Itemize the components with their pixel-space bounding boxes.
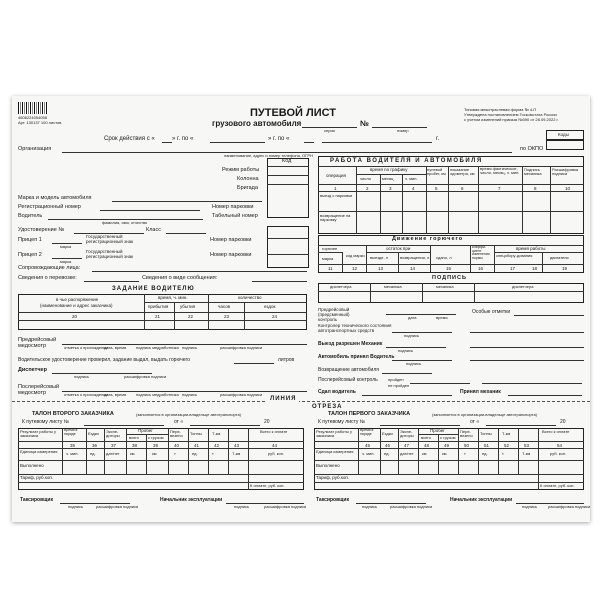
fuel-num-16: 16: [478, 266, 484, 271]
coupon2-total: Всего к оплате: [260, 429, 288, 434]
task-num-23: 23: [224, 314, 230, 319]
coupon1-tkm: Т-км: [502, 431, 511, 436]
coupon1-exped: Экспе-диторы: [400, 429, 414, 439]
task-col-departure: убытия: [180, 304, 196, 309]
coupon1-rub: руб. коп.: [550, 451, 567, 456]
class-label: Класс: [146, 227, 161, 233]
coupon2-head: Начальник эксплуатации: [160, 497, 223, 503]
task-num-24: 24: [272, 314, 278, 319]
coupon2-run: Пробег: [138, 428, 153, 433]
column-label: Колонна: [237, 176, 259, 182]
coupon2-from: от «: [174, 419, 184, 425]
posttrip-decode: расшифровка подписи: [220, 392, 263, 397]
form-line-1: Типовая межотраслевая форма № 4-П: [464, 107, 537, 112]
posttrip-datetime: дата, время: [104, 392, 127, 397]
coupon1-km2: км: [442, 451, 447, 456]
handed-label: Сдал водитель: [318, 389, 356, 395]
number-sign: №: [360, 119, 369, 128]
coupon1-unit: Единица измерения: [316, 449, 354, 454]
page-title: ПУТЕВОЙ ЛИСТ: [250, 107, 337, 119]
validity-label: Срок действия с «: [104, 136, 155, 142]
work-col-num: число: [360, 176, 371, 181]
work-col-operation: операция: [326, 173, 346, 178]
coupon2-tons: Тонны: [190, 431, 202, 436]
work-num-7: 7: [498, 186, 501, 191]
coupon2-to-list: К путевому листу №: [22, 419, 70, 425]
c2-num-43: 43: [234, 443, 240, 448]
coupon1-head-decode: расшифровка подписи: [548, 504, 591, 509]
license-label: Удостоверение №: [18, 227, 65, 233]
work-row-out: выезд с парковки: [320, 193, 353, 198]
coupon1-pay: К оплате, руб. коп.: [540, 483, 575, 488]
coupon2-done: Выполнено: [20, 463, 44, 468]
coupon2-transported: Пере-везено: [170, 429, 183, 439]
signs-mech: механика: [384, 284, 402, 289]
trailer-code-table: [267, 226, 309, 268]
pretrip-med-sign: подпись медработника: [136, 345, 179, 350]
coupon2-tkm2: Т-км: [232, 451, 241, 456]
pretrip-med-label: Предрейсовый медосмотр: [18, 337, 57, 350]
work-num-5: 5: [435, 186, 438, 191]
work-col-sched: время по графику: [370, 167, 408, 172]
fuel-num-17: 17: [510, 266, 516, 271]
task-col-disp: в чье распоряжение: [56, 297, 99, 302]
brand-label: Марка и модель автомобиля: [18, 195, 92, 201]
park-number-label: Номер парковки: [212, 204, 254, 210]
trailer2-label: Прицеп 2: [18, 252, 42, 258]
posttrip-med-sign: подпись медработника: [136, 392, 179, 397]
coupon1-t2: т: [502, 451, 504, 456]
posttrip-med-label: Послерейсовый медосмотр: [18, 384, 60, 397]
dispatcher-decode: расшифровка подписи: [124, 374, 167, 379]
series-label: серия: [324, 128, 335, 133]
task-col-arrival: прибытия: [148, 304, 169, 309]
work-col-odometer: показание одометра, км: [450, 167, 475, 177]
coupon1-tons: Тонны: [480, 431, 492, 436]
coupon1-ed2: ед.: [482, 451, 488, 456]
posttrip-sign: подпись: [182, 392, 198, 397]
pretrip-decode: расшифровка подписи: [220, 345, 263, 350]
c1-num-48: 48: [424, 443, 430, 448]
fuel-col-coef: коэффи-циент изменения нормы: [472, 245, 490, 261]
coupon2-run-load: с грузом: [148, 435, 164, 440]
special-marks-label: Особые отметки: [472, 309, 511, 315]
pretrip-mark: отметка о прохождении: [64, 345, 108, 350]
coupon2-tkm: Т-км: [212, 431, 221, 436]
coupon2-pay: К оплате, руб. коп.: [250, 483, 285, 488]
coupon2-title: ТАЛОН ВТОРОГО ЗАКАЗЧИКА: [32, 411, 114, 417]
fuel-col-return: возвращении, л: [400, 255, 430, 260]
trailer2-brand-hint: марка: [60, 259, 72, 264]
signs-mech2: механика: [436, 284, 454, 289]
posttrip-mark: отметка о прохождении: [64, 392, 108, 397]
c2-num-44: 44: [272, 443, 278, 448]
coupon2-note: (заполняется в организации-владельце автотранспорта): [136, 412, 241, 417]
coupon1-km1: км: [422, 451, 427, 456]
form-line-3: с учетом изменений приказа №390 от 28.09.2022 г.: [464, 117, 559, 122]
task-col-disp2: (наименование и адрес заказчика): [40, 303, 113, 308]
work-title: РАБОТА ВОДИТЕЛЯ И АВТОМОБИЛЯ: [330, 158, 483, 164]
work-num-2: 2: [366, 186, 369, 191]
coupon2-head-decode: расшифровка подписи: [264, 504, 307, 509]
liters-label: литров: [278, 357, 295, 363]
allowed-sign: подпись: [398, 348, 414, 353]
c2-num-37: 37: [111, 443, 117, 448]
coupon2-km1: км: [130, 451, 135, 456]
coupon2-rub: руб. коп.: [268, 451, 285, 456]
coupon2-exped: Экспе-диторы: [106, 429, 120, 439]
c1-num-54: 54: [557, 443, 563, 448]
posttrip-control-label: Послерейсовый контроль: [318, 377, 378, 383]
coupon1-total: Всего к оплате: [542, 429, 570, 434]
fuel-num-13: 13: [378, 266, 384, 271]
dispatcher-label: Диспетчер: [18, 367, 47, 373]
reg-number-label: Регистрационный номер: [18, 204, 81, 210]
passed-label: пройден: [388, 377, 404, 382]
work-col-hmin: ч. мин.: [405, 176, 418, 181]
work-col-actual: время фактическое, число, месяц, ч. мин.: [480, 166, 520, 176]
work-num-3: 3: [389, 186, 392, 191]
coupon1-time: Время в наряде: [360, 428, 374, 436]
validity-to: » г. по «: [268, 136, 290, 142]
work-col-disp-sign: Подпись механика: [524, 167, 542, 177]
okpo-code-box[interactable]: [546, 140, 584, 150]
coupon1-hmin: ч. мин.: [362, 451, 375, 456]
coupon1-year: 20: [560, 419, 566, 425]
coupon1-taxer-sign: подпись: [362, 504, 378, 509]
fuel-num-19: 19: [562, 266, 568, 271]
code-label: Код: [282, 158, 292, 164]
work-row-back: возвращение на парковку: [320, 213, 351, 223]
work-num-6: 6: [461, 186, 464, 191]
signs-disp: диспетчера: [330, 284, 352, 289]
task-num-20: 20: [72, 314, 78, 319]
coupon1-transported: Пере-везено: [460, 429, 473, 439]
coupon2-year: 20: [264, 419, 270, 425]
work-col-zero: нулевой пробег, км: [427, 167, 446, 177]
allowed-label: Выезд разрешен Механик: [318, 341, 383, 347]
fuel-num-18: 18: [532, 266, 538, 271]
coupon2-ed: ед.: [90, 451, 96, 456]
coupon1-head-sign: подпись: [522, 504, 538, 509]
work-col-month: месяц: [382, 176, 394, 181]
org-hint: наименование, адрес и номер телефона, ОГРН: [224, 153, 313, 158]
secrecy-info-label: Сведения о виде сообщения:: [142, 275, 218, 281]
work-col-signature: Расшифровка подписи: [552, 167, 579, 177]
fuel-col-remainder: остаток при: [386, 246, 411, 251]
coupon1-done: Выполнено: [316, 463, 340, 468]
control-date: дата: [408, 315, 417, 320]
fuel-col-special: время работы: [516, 246, 546, 251]
c1-num-47: 47: [404, 443, 410, 448]
coupon1-t: т: [464, 451, 466, 456]
cut-label: ОТРЕЗА: [312, 404, 343, 410]
coupon2-ed2: ед.: [192, 451, 198, 456]
coupon1-run-total: всего: [421, 435, 431, 440]
tab-number-label: Табельный номер: [212, 213, 258, 219]
coupon1-run: Пробег: [430, 428, 445, 433]
task-col-trips: ездок: [264, 304, 276, 309]
license-check-label: Водительское удостоверение проверил, задание выдал, выдать горючего: [18, 357, 190, 363]
page-subtitle: грузового автомобиля: [212, 119, 302, 128]
cut-line: [12, 401, 590, 402]
fuel-num-12: 12: [352, 266, 358, 271]
c2-num-41: 41: [194, 443, 200, 448]
task-num-22: 22: [188, 314, 194, 319]
work-num-8: 8: [534, 186, 537, 191]
control-time: время: [436, 315, 448, 320]
work-mode-label: Режим работы: [222, 167, 260, 173]
coupon2-head-sign: подпись: [234, 504, 250, 509]
coupon2-taxer-decode: расшифровка подписи: [96, 504, 139, 509]
line-label: ЛИНИЯ: [267, 396, 299, 402]
coupon2-unit: Единица измерения: [20, 449, 58, 454]
task-num-21: 21: [155, 314, 161, 319]
signs-title: ПОДПИСЬ: [432, 275, 467, 281]
accepted-label: Автомобиль принял Водитель: [318, 354, 395, 360]
coupon2-t: т: [174, 451, 176, 456]
coupon2-time: Время в наряде: [64, 428, 78, 436]
tech-sign: подпись: [404, 333, 420, 338]
work-mode-code-table: [267, 158, 309, 218]
c2-num-35: 35: [70, 443, 76, 448]
dispatcher-sign: подпись: [74, 374, 90, 379]
not-passed-label: не пройден: [388, 383, 410, 388]
number-label: номер: [397, 128, 409, 133]
fuel-col-engine: двигателя: [550, 255, 569, 260]
coupon2-trips: Ездки: [88, 431, 99, 436]
coupon2-run-total: всего: [129, 435, 139, 440]
work-num-4: 4: [412, 186, 415, 191]
c1-num-49: 49: [444, 443, 450, 448]
c1-num-46: 46: [385, 443, 391, 448]
coupon1-dat: дат/нет: [400, 451, 414, 456]
accepted-sign: подпись: [406, 361, 422, 366]
coupon1-head: Начальник эксплуатации: [450, 497, 513, 503]
form-line-2: Утверждена постановлением Госкомстата России: [464, 112, 557, 117]
fuel-col-type: горючее: [322, 246, 338, 251]
c1-num-51: 51: [484, 443, 490, 448]
escorts-label: Сопровождающие лица:: [18, 265, 81, 271]
signs-disp2: диспетчера: [512, 284, 534, 289]
fuel-num-14: 14: [410, 266, 416, 271]
c1-num-53: 53: [524, 443, 530, 448]
coupon2-taxer: Таксировщик: [20, 497, 53, 503]
took-label: Принял механик: [460, 389, 501, 395]
c2-num-39: 39: [153, 443, 159, 448]
task-col-hours: часов: [218, 304, 231, 309]
coupon1-tkm2: Т-км: [522, 451, 531, 456]
fuel-title: Движение горючего: [392, 236, 464, 242]
c2-num-40: 40: [174, 443, 180, 448]
brigade-label: Бригада: [237, 185, 258, 191]
return-label: Возвращение автомобиля: [318, 367, 379, 373]
coupon2-taxer-sign: подпись: [68, 504, 84, 509]
fuel-col-code: код марки: [346, 253, 365, 258]
coupon2-result: Результат работы у заказчика: [20, 429, 56, 439]
trailer1-statereg: Государственный регистрационный знак: [86, 234, 134, 244]
coupon1-ed: ед.: [384, 451, 390, 456]
coupon2-t2: т: [212, 451, 214, 456]
coupon1-trips: Ездки: [382, 431, 393, 436]
c2-num-38: 38: [132, 443, 138, 448]
codes-label: Коды: [558, 132, 569, 137]
trailer2-statereg: Государственный регистрационный знак: [86, 249, 134, 259]
c2-num-36: 36: [92, 443, 98, 448]
coupon1-result: Результат работы у заказчика: [316, 429, 352, 439]
work-num-1: 1: [334, 186, 337, 191]
task-col-qty: количество: [238, 295, 262, 300]
pretrip-control-label: Предрейсовый (предсменный) контроль: [318, 307, 350, 322]
c1-num-50: 50: [464, 443, 470, 448]
waybill-sheet: [12, 96, 590, 522]
coupon1-note: (заполняется в организации-владельце автотранспорта): [432, 412, 537, 417]
task-col-time: время, ч. мин.: [158, 295, 188, 300]
fuel-col-specequip: спецобору-дования: [496, 253, 533, 258]
fuel-col-mark: марка: [322, 256, 334, 261]
coupon2-km2: км: [152, 451, 157, 456]
c1-num-45: 45: [365, 443, 371, 448]
trailer1-brand-hint: марка: [60, 244, 72, 249]
validity-mid: » г. по «: [172, 136, 194, 142]
c1-num-52: 52: [504, 443, 510, 448]
fuel-num-11: 11: [328, 266, 333, 271]
coupon1-from: от «: [470, 419, 480, 425]
article-number: Арт. 130137 100 листов: [18, 120, 62, 125]
okpo-label: по ОКПО: [520, 146, 544, 152]
organization-label: Организация: [18, 146, 52, 152]
coupon1-title: ТАЛОН ПЕРВОГО ЗАКАЗЧИКА: [328, 411, 411, 417]
coupon2-dat: дат/нет: [106, 451, 120, 456]
tech-control-label: Контролер технического состояния автотранспортных средств: [318, 323, 392, 333]
driver-label: Водитель: [18, 213, 43, 219]
coupon2-tariff: Тариф, руб.коп.: [20, 475, 54, 480]
transfer-info-label: Сведения о перевозке:: [18, 275, 77, 281]
fuel-num-15: 15: [446, 266, 452, 271]
pretrip-sign: подпись: [182, 345, 198, 350]
barcode-digits: 4606224054058: [18, 115, 47, 120]
trailer2-park: Номер парковки: [210, 252, 252, 258]
coupon1-taxer-decode: расшифровка подписи: [390, 504, 433, 509]
task-title: ЗАДАНИЕ ВОДИТЕЛЮ: [112, 286, 195, 292]
trailer1-park: Номер парковки: [210, 237, 252, 243]
pretrip-datetime: дата, время: [104, 345, 127, 350]
fuel-col-handed: сдано, л: [436, 255, 452, 260]
coupon1-to-list: К путевому листу №: [318, 419, 366, 425]
coupon1-tariff: Тариф, руб.коп.: [316, 475, 350, 480]
work-num-10: 10: [565, 186, 571, 191]
driver-hint: фамилия, имя, отчество: [102, 220, 148, 225]
year-suffix: г.: [436, 136, 440, 142]
coupon2-hmin: ч. мин.: [66, 451, 79, 456]
coupon1-taxer: Таксировщик: [316, 497, 349, 503]
coupon1-run-load: с грузом: [440, 435, 456, 440]
trailer1-label: Прицеп 1: [18, 237, 42, 243]
c2-num-42: 42: [214, 443, 220, 448]
barcode-image: [18, 102, 48, 114]
fuel-col-departure: выезде, л: [370, 255, 388, 260]
